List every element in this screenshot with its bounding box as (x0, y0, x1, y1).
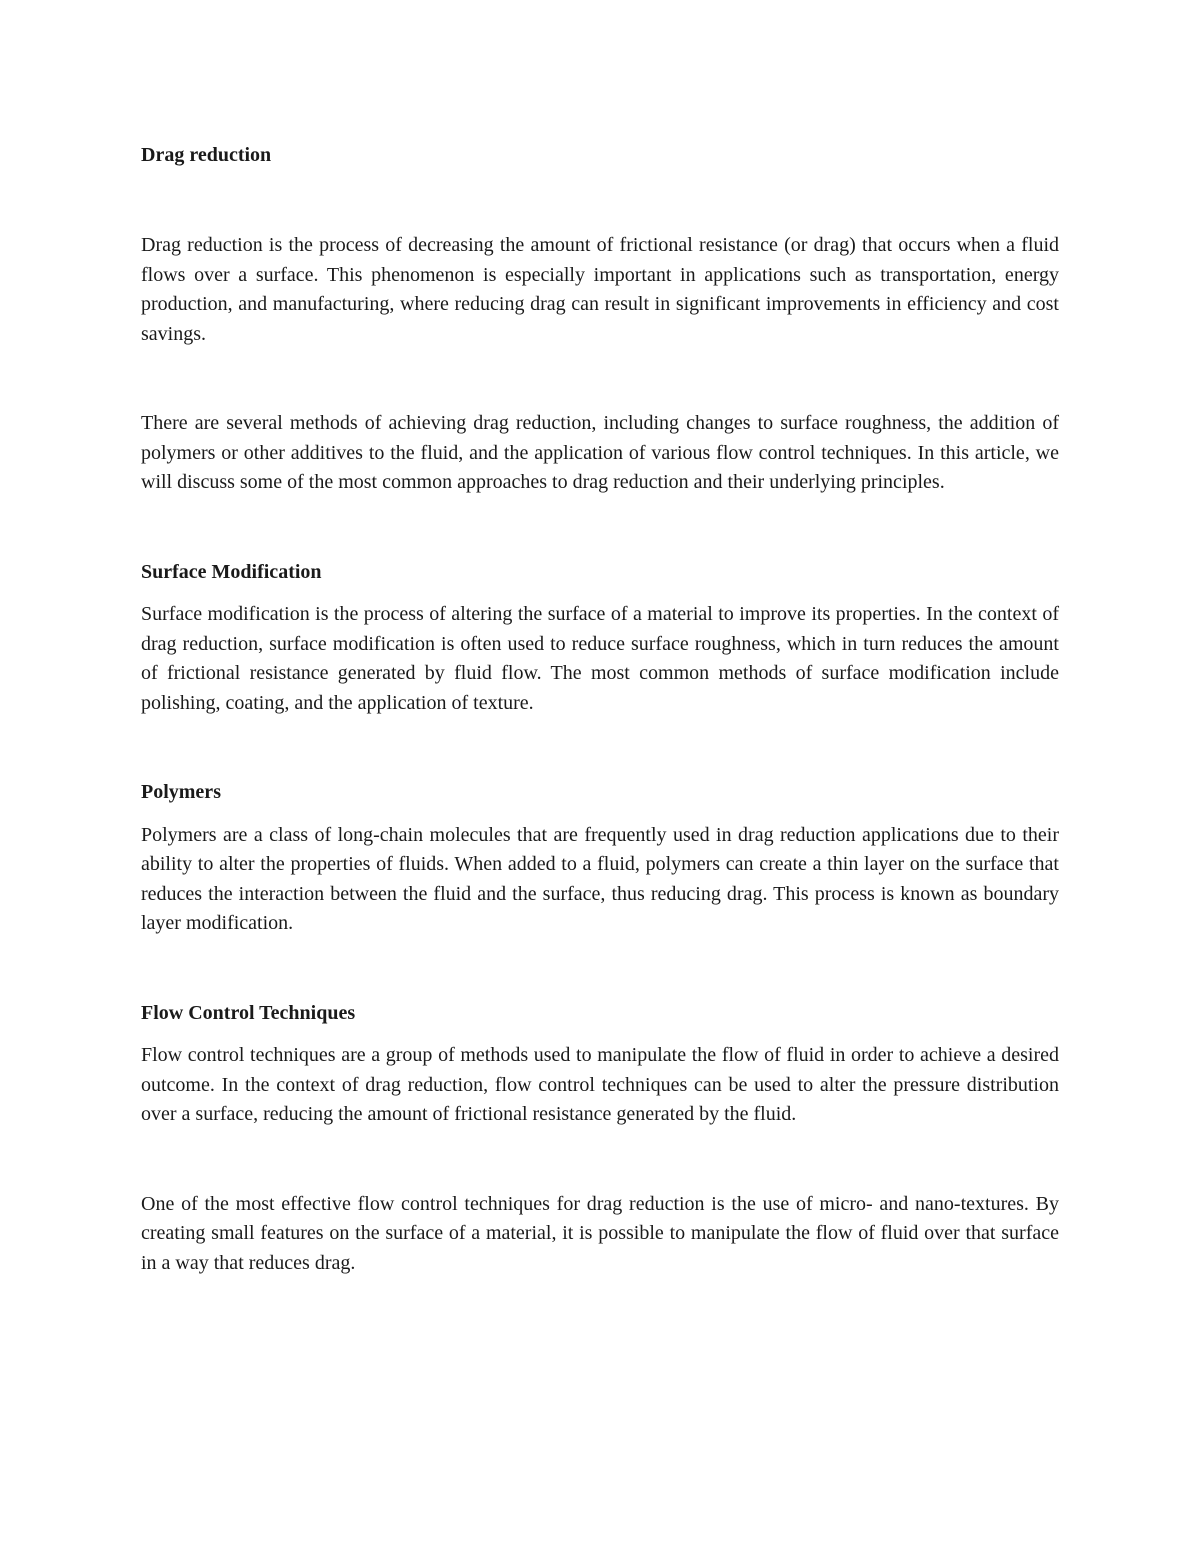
section-heading-flow-control: Flow Control Techniques (141, 1001, 356, 1024)
intro-paragraph: Drag reduction is the process of decreasing the amount of frictional resistance (or drag) that occurs when a fluid flows over a surface. This phenomenon is especially important in applications such as transportation, energy production, and manufacturing, where reducing drag can result in significant improvements in efficiency and cost savings. (141, 234, 1059, 345)
polymers-paragraph: Polymers are a class of long-chain molecules that are frequently used in drag reduction applications due to their ability to alter the properties of fluids. When added to a fluid, polymers can create a thin layer on the surface that reduces the interaction between the fluid and the surface, thus reducing drag. This process is known as boundary layer modification. (141, 823, 1059, 934)
document-page (141, 140, 1059, 1278)
methods-paragraph: There are several methods of achieving drag reduction, including changes to surface roughness, the addition of polymers or other additives to the fluid, and the application of various flow control techniques. In this article, we will discuss some of the most common approaches to drag reduction and their underlying principles. (141, 412, 1059, 493)
section-heading-polymers: Polymers (141, 781, 221, 803)
document-title: Drag reduction (141, 144, 272, 166)
section-heading-surface-modification: Surface Modification (141, 560, 322, 583)
flow-control-paragraph: Flow control techniques are a group of methods used to manipulate the flow of fluid in order to achieve a desired outcome. In the context of drag reduction, flow control techniques can be used to alter the pressure distribution over a surface, reducing the amount of frictional resistance generated by the fluid. (141, 1044, 1059, 1125)
micro-nano-textures-paragraph: One of the most effective flow control techniques for drag reduction is the use of micro- and nano-textures. By creating small features on the surface of a material, it is possible to manipulate the flow of fluid over that surface in a way that reduces drag. (141, 1192, 1059, 1274)
surface-modification-paragraph: Surface modification is the process of altering the surface of a material to improve its properties. In the context of drag reduction, surface modification is often used to reduce surface roughness, which in turn reduces the amount of frictional resistance generated by fluid flow. The most common methods of surface modification include polishing, coating, and the application of texture. (141, 603, 1059, 714)
